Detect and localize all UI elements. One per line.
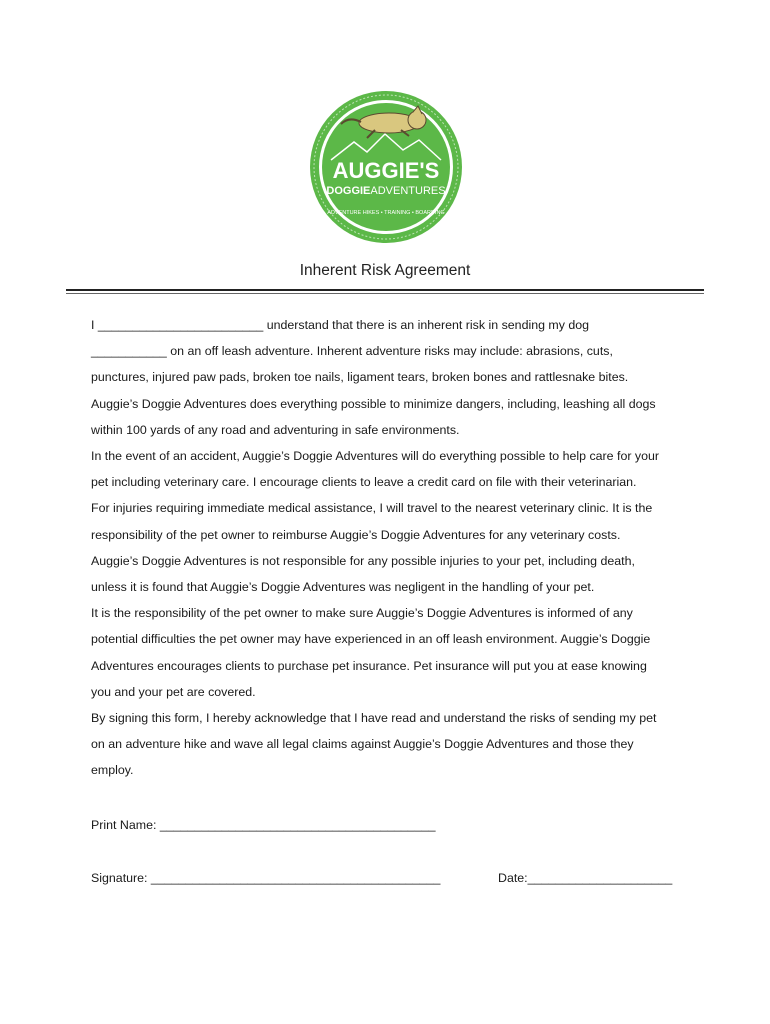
logo-sub-bold: DOGGIE [326,185,371,197]
body-line: Auggie’s Doggie Adventures does everything possible to minimize dangers, including, leashing all dogs [91,396,656,411]
logo-tagline: ADVENTURE HIKES • TRAINING • BOARDING [327,210,445,216]
logo-brand: AUGGIE'S [332,158,440,183]
body-line: employ. [91,763,134,778]
body-line: within 100 yards of any road and adventuring in safe environments. [91,422,460,437]
body-line: ___________ on an off leash adventure. Inherent adventure risks may include: abrasions, cuts, [91,344,613,359]
body-line: on an adventure hike and wave all legal claims against Auggie’s Doggie Adventures and those they [91,737,634,752]
body-line: For injuries requiring immediate medical assistance, I will travel to the nearest veterinary clinic. It is the [91,501,653,516]
body-line: unless it is found that Auggie’s Doggie Adventures was negligent in the handling of your pet. [91,580,595,595]
body-line: By signing this form, I hereby acknowledge that I have read and understand the risks of sending my pet [91,711,657,726]
print-name-field[interactable]: Print Name: ________________________________________ [91,818,436,832]
body-line: potential difficulties the pet owner may have experienced in an off leash environment. Auggie’s Doggie [91,632,651,647]
body-line: It is the responsibility of the pet owner to make sure Auggie’s Doggie Adventures is informed of any [91,606,633,621]
body-line: I ________________________ understand that there is an inherent risk in sending my dog [91,318,590,332]
body-line: Adventures encourages clients to purchase pet insurance. Pet insurance will put you at ease knowing [91,658,647,673]
signature-field[interactable]: Signature: __________________________________________ [91,871,441,885]
title-divider [66,289,704,291]
title-divider-thin [66,293,704,294]
body-line: Auggie’s Doggie Adventures is not responsible for any possible injuries to your pet, including death, [91,553,635,568]
auggies-logo [309,90,463,244]
body-line: pet including veterinary care. I encourage clients to leave a credit card on file with their veterinarian. [91,475,637,490]
agreement-body [91,312,691,784]
body-line: you and your pet are covered. [91,684,256,699]
logo-subtitle [326,185,445,197]
body-line: responsibility of the pet owner to reimburse Auggie’s Doggie Adventures for any veterinary costs. [91,527,621,542]
body-line: In the event of an accident, Auggie’s Doggie Adventures will do everything possible to help care for your [91,449,660,464]
date-field[interactable]: Date:_____________________ [498,871,673,885]
body-line: punctures, injured paw pads, broken toe nails, ligament tears, broken bones and rattlesnake bites. [91,370,629,385]
logo-sub-light: ADVENTURES [370,185,446,197]
page-title: Inherent Risk Agreement [299,262,471,279]
